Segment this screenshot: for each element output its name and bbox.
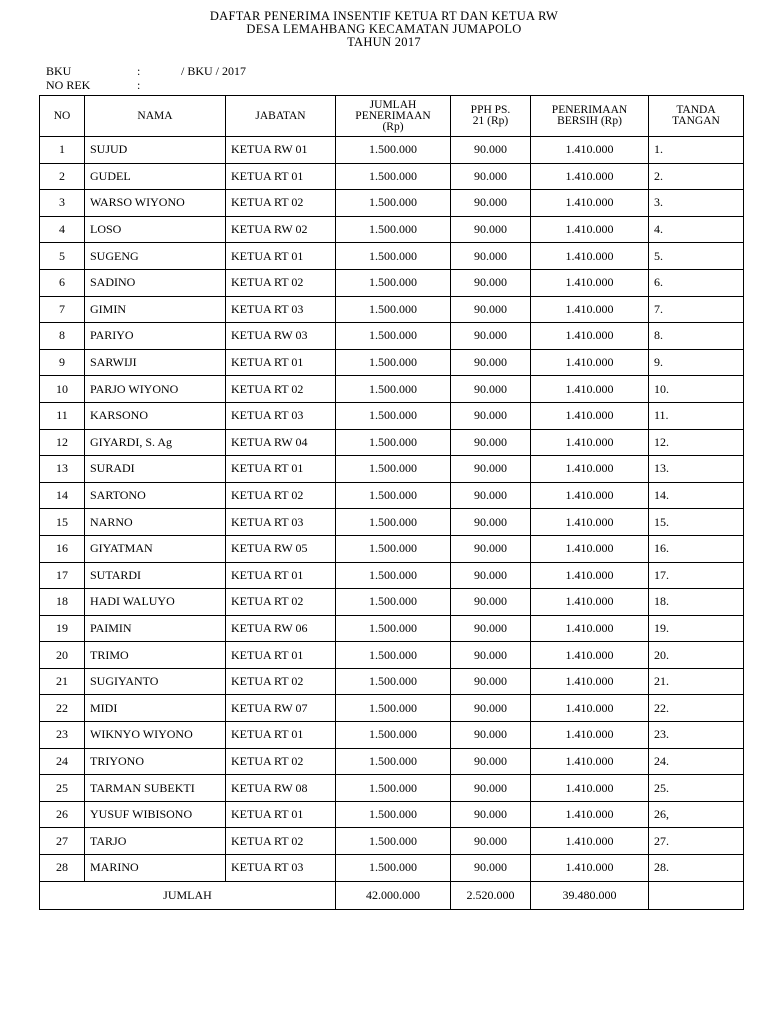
row-no: 18 [40,589,85,616]
row-tanda-tangan: 6. [649,269,744,296]
total-bersih: 39.480.000 [531,881,649,909]
row-tanda-tangan: 14. [649,482,744,509]
table-row [40,137,744,164]
table-row [40,402,744,429]
row-pph: 90.000 [451,376,531,403]
row-nama: LOSO [85,216,226,243]
header-tanda-line: TANGAN [672,115,720,127]
table-row [40,323,744,350]
row-jabatan: KETUA RW 02 [226,216,336,243]
recipient-table [39,95,744,910]
row-jabatan: KETUA RT 01 [226,243,336,270]
row-bersih: 1.410.000 [531,216,649,243]
header-jumlah-line: (Rp) [382,120,404,133]
row-pph: 90.000 [451,589,531,616]
header-jumlah [336,96,451,137]
row-jumlah: 1.500.000 [336,402,451,429]
row-jumlah: 1.500.000 [336,376,451,403]
row-no: 2 [40,163,85,190]
row-jabatan: KETUA RT 02 [226,668,336,695]
total-label: JUMLAH [40,881,336,909]
row-jabatan: KETUA RT 01 [226,722,336,749]
row-jabatan: KETUA RT 01 [226,642,336,669]
table-row [40,376,744,403]
table-row [40,589,744,616]
row-pph: 90.000 [451,562,531,589]
row-no: 10 [40,376,85,403]
header-pph-line: 21 (Rp) [472,115,509,127]
document-subtitle: DESA LEMAHBANG KECAMATAN JUMAPOLO [246,22,522,36]
row-nama: SURADI [85,456,226,483]
row-bersih: 1.410.000 [531,668,649,695]
row-jumlah: 1.500.000 [336,722,451,749]
row-jumlah: 1.500.000 [336,243,451,270]
row-nama: MARINO [85,855,226,882]
table-row [40,748,744,775]
table-row [40,642,744,669]
row-no: 12 [40,429,85,456]
row-pph: 90.000 [451,243,531,270]
row-pph: 90.000 [451,216,531,243]
row-pph: 90.000 [451,801,531,828]
row-jumlah: 1.500.000 [336,137,451,164]
row-jabatan: KETUA RT 02 [226,589,336,616]
row-jabatan: KETUA RW 05 [226,535,336,562]
row-nama: SUGENG [85,243,226,270]
table-row [40,562,744,589]
header-bersih [531,96,649,137]
row-jabatan: KETUA RT 02 [226,190,336,217]
row-jabatan: KETUA RW 08 [226,775,336,802]
total-jumlah: 42.000.000 [336,881,451,909]
row-bersih: 1.410.000 [531,482,649,509]
header-nama: NAMA [85,96,226,137]
table-row [40,216,744,243]
row-tanda-tangan: 27. [649,828,744,855]
row-pph: 90.000 [451,456,531,483]
row-no: 8 [40,323,85,350]
total-tanda-empty [649,881,744,909]
row-pph: 90.000 [451,748,531,775]
row-jumlah: 1.500.000 [336,642,451,669]
header-jabatan: JABATAN [226,96,336,137]
row-jabatan: KETUA RT 01 [226,562,336,589]
row-nama: GUDEL [85,163,226,190]
row-bersih: 1.410.000 [531,429,649,456]
row-tanda-tangan: 13. [649,456,744,483]
row-jumlah: 1.500.000 [336,482,451,509]
row-no: 24 [40,748,85,775]
row-jumlah: 1.500.000 [336,429,451,456]
row-no: 25 [40,775,85,802]
row-bersih: 1.410.000 [531,535,649,562]
row-nama: HADI WALUYO [85,589,226,616]
header-pph-line: PPH PS. [470,104,511,116]
table-row [40,456,744,483]
total-row [40,881,744,909]
row-jabatan: KETUA RT 03 [226,402,336,429]
row-bersih: 1.410.000 [531,402,649,429]
row-nama: NARNO [85,509,226,536]
row-tanda-tangan: 15. [649,509,744,536]
row-tanda-tangan: 20. [649,642,744,669]
header-bersih-line: BERSIH (Rp) [557,115,622,127]
row-tanda-tangan: 19. [649,615,744,642]
row-nama: TRIYONO [85,748,226,775]
row-tanda-tangan: 9. [649,349,744,376]
row-bersih: 1.410.000 [531,855,649,882]
bku-label: BKU [46,64,72,78]
row-pph: 90.000 [451,668,531,695]
header-tanda-line: TANDA [676,104,716,116]
row-tanda-tangan: 11. [649,402,744,429]
row-tanda-tangan: 23. [649,722,744,749]
row-tanda-tangan: 16. [649,535,744,562]
row-jumlah: 1.500.000 [336,190,451,217]
row-jabatan: KETUA RW 03 [226,323,336,350]
row-pph: 90.000 [451,535,531,562]
row-no: 15 [40,509,85,536]
row-jumlah: 1.500.000 [336,748,451,775]
row-jabatan: KETUA RW 04 [226,429,336,456]
row-pph: 90.000 [451,482,531,509]
row-no: 23 [40,722,85,749]
bku-colon: : [137,64,141,78]
row-jabatan: KETUA RT 01 [226,801,336,828]
table-body [40,137,744,882]
document-title: DAFTAR PENERIMA INSENTIF KETUA RT DAN KETUA RW [209,9,559,23]
row-no: 1 [40,137,85,164]
row-bersih: 1.410.000 [531,376,649,403]
row-bersih: 1.410.000 [531,589,649,616]
row-tanda-tangan: 26, [649,801,744,828]
row-tanda-tangan: 1. [649,137,744,164]
row-pph: 90.000 [451,163,531,190]
header-jumlah-line: JUMLAH [369,98,417,111]
header-tanda-tangan [649,96,744,137]
row-tanda-tangan: 17. [649,562,744,589]
row-nama: PARJO WIYONO [85,376,226,403]
row-tanda-tangan: 8. [649,323,744,350]
row-jumlah: 1.500.000 [336,509,451,536]
table-row [40,429,744,456]
row-tanda-tangan: 4. [649,216,744,243]
row-no: 13 [40,456,85,483]
row-jumlah: 1.500.000 [336,269,451,296]
row-no: 22 [40,695,85,722]
row-pph: 90.000 [451,642,531,669]
row-bersih: 1.410.000 [531,296,649,323]
row-tanda-tangan: 5. [649,243,744,270]
row-no: 4 [40,216,85,243]
header-pph [451,96,531,137]
table-row [40,190,744,217]
table-row [40,535,744,562]
row-jabatan: KETUA RT 01 [226,456,336,483]
row-no: 26 [40,801,85,828]
row-nama: MIDI [85,695,226,722]
row-jabatan: KETUA RT 01 [226,163,336,190]
row-nama: SADINO [85,269,226,296]
row-jabatan: KETUA RT 02 [226,748,336,775]
row-bersih: 1.410.000 [531,722,649,749]
row-bersih: 1.410.000 [531,137,649,164]
row-nama: SARTONO [85,482,226,509]
row-jabatan: KETUA RW 07 [226,695,336,722]
row-nama: TARJO [85,828,226,855]
row-pph: 90.000 [451,190,531,217]
header-jumlah-line: PENERIMAAN [355,109,431,122]
table-row [40,615,744,642]
row-tanda-tangan: 28. [649,855,744,882]
row-bersih: 1.410.000 [531,323,649,350]
table-header-row [40,96,744,137]
row-jumlah: 1.500.000 [336,801,451,828]
row-bersih: 1.410.000 [531,828,649,855]
norek-label: NO REK [46,78,91,92]
row-jumlah: 1.500.000 [336,296,451,323]
row-pph: 90.000 [451,615,531,642]
row-nama: SARWIJI [85,349,226,376]
total-pph: 2.520.000 [451,881,531,909]
row-nama: YUSUF WIBISONO [85,801,226,828]
row-bersih: 1.410.000 [531,695,649,722]
row-nama: SUJUD [85,137,226,164]
row-pph: 90.000 [451,775,531,802]
row-jumlah: 1.500.000 [336,695,451,722]
row-jumlah: 1.500.000 [336,828,451,855]
row-pph: 90.000 [451,137,531,164]
row-bersih: 1.410.000 [531,562,649,589]
row-nama: KARSONO [85,402,226,429]
row-jabatan: KETUA RT 02 [226,482,336,509]
row-bersih: 1.410.000 [531,509,649,536]
row-no: 7 [40,296,85,323]
row-tanda-tangan: 12. [649,429,744,456]
table-row [40,269,744,296]
row-nama: SUTARDI [85,562,226,589]
bku-value: / BKU / 2017 [181,64,247,78]
row-bersih: 1.410.000 [531,190,649,217]
row-jumlah: 1.500.000 [336,775,451,802]
table-row [40,722,744,749]
row-no: 5 [40,243,85,270]
row-tanda-tangan: 21. [649,668,744,695]
row-pph: 90.000 [451,855,531,882]
row-jabatan: KETUA RT 02 [226,828,336,855]
table-row [40,243,744,270]
row-no: 6 [40,269,85,296]
header-no: NO [40,96,85,137]
row-no: 9 [40,349,85,376]
row-jabatan: KETUA RT 03 [226,296,336,323]
table-row [40,855,744,882]
row-nama: WIKNYO WIYONO [85,722,226,749]
row-no: 20 [40,642,85,669]
row-bersih: 1.410.000 [531,642,649,669]
row-pph: 90.000 [451,402,531,429]
row-pph: 90.000 [451,429,531,456]
row-nama: GIYARDI, S. Ag [85,429,226,456]
table-row [40,296,744,323]
row-no: 17 [40,562,85,589]
row-nama: GIMIN [85,296,226,323]
table-row [40,163,744,190]
row-jumlah: 1.500.000 [336,668,451,695]
row-jumlah: 1.500.000 [336,323,451,350]
row-jabatan: KETUA RT 02 [226,269,336,296]
norek-colon: : [137,78,141,92]
row-tanda-tangan: 10. [649,376,744,403]
table-row [40,828,744,855]
row-tanda-tangan: 24. [649,748,744,775]
row-bersih: 1.410.000 [531,269,649,296]
row-jumlah: 1.500.000 [336,589,451,616]
row-bersih: 1.410.000 [531,775,649,802]
row-no: 14 [40,482,85,509]
row-no: 3 [40,190,85,217]
row-jumlah: 1.500.000 [336,615,451,642]
row-pph: 90.000 [451,296,531,323]
table-row [40,801,744,828]
row-no: 27 [40,828,85,855]
row-nama: PARIYO [85,323,226,350]
row-bersih: 1.410.000 [531,243,649,270]
table-row [40,482,744,509]
row-pph: 90.000 [451,695,531,722]
row-no: 11 [40,402,85,429]
row-nama: TARMAN SUBEKTI [85,775,226,802]
row-tanda-tangan: 18. [649,589,744,616]
header-bersih-line: PENERIMAAN [551,104,628,116]
row-pph: 90.000 [451,323,531,350]
table-row [40,775,744,802]
row-jumlah: 1.500.000 [336,163,451,190]
table-row [40,668,744,695]
row-tanda-tangan: 7. [649,296,744,323]
row-pph: 90.000 [451,349,531,376]
row-bersih: 1.410.000 [531,615,649,642]
row-nama: TRIMO [85,642,226,669]
table-row [40,349,744,376]
row-pph: 90.000 [451,269,531,296]
row-no: 21 [40,668,85,695]
document-year: TAHUN 2017 [347,35,421,49]
row-tanda-tangan: 25. [649,775,744,802]
row-bersih: 1.410.000 [531,456,649,483]
row-no: 16 [40,535,85,562]
table-row [40,509,744,536]
row-no: 19 [40,615,85,642]
row-bersih: 1.410.000 [531,163,649,190]
row-jabatan: KETUA RW 06 [226,615,336,642]
row-jumlah: 1.500.000 [336,855,451,882]
row-jumlah: 1.500.000 [336,535,451,562]
row-tanda-tangan: 3. [649,190,744,217]
row-tanda-tangan: 2. [649,163,744,190]
table-row [40,695,744,722]
row-pph: 90.000 [451,828,531,855]
row-no: 28 [40,855,85,882]
row-bersih: 1.410.000 [531,801,649,828]
row-nama: WARSO WIYONO [85,190,226,217]
row-nama: PAIMIN [85,615,226,642]
row-jumlah: 1.500.000 [336,562,451,589]
row-jabatan: KETUA RW 01 [226,137,336,164]
row-bersih: 1.410.000 [531,748,649,775]
row-nama: GIYATMAN [85,535,226,562]
row-tanda-tangan: 22. [649,695,744,722]
row-jabatan: KETUA RT 03 [226,855,336,882]
row-pph: 90.000 [451,509,531,536]
row-jabatan: KETUA RT 01 [226,349,336,376]
row-pph: 90.000 [451,722,531,749]
row-jumlah: 1.500.000 [336,216,451,243]
row-nama: SUGIYANTO [85,668,226,695]
row-jumlah: 1.500.000 [336,456,451,483]
row-bersih: 1.410.000 [531,349,649,376]
row-jumlah: 1.500.000 [336,349,451,376]
row-jabatan: KETUA RT 02 [226,376,336,403]
row-jabatan: KETUA RT 03 [226,509,336,536]
